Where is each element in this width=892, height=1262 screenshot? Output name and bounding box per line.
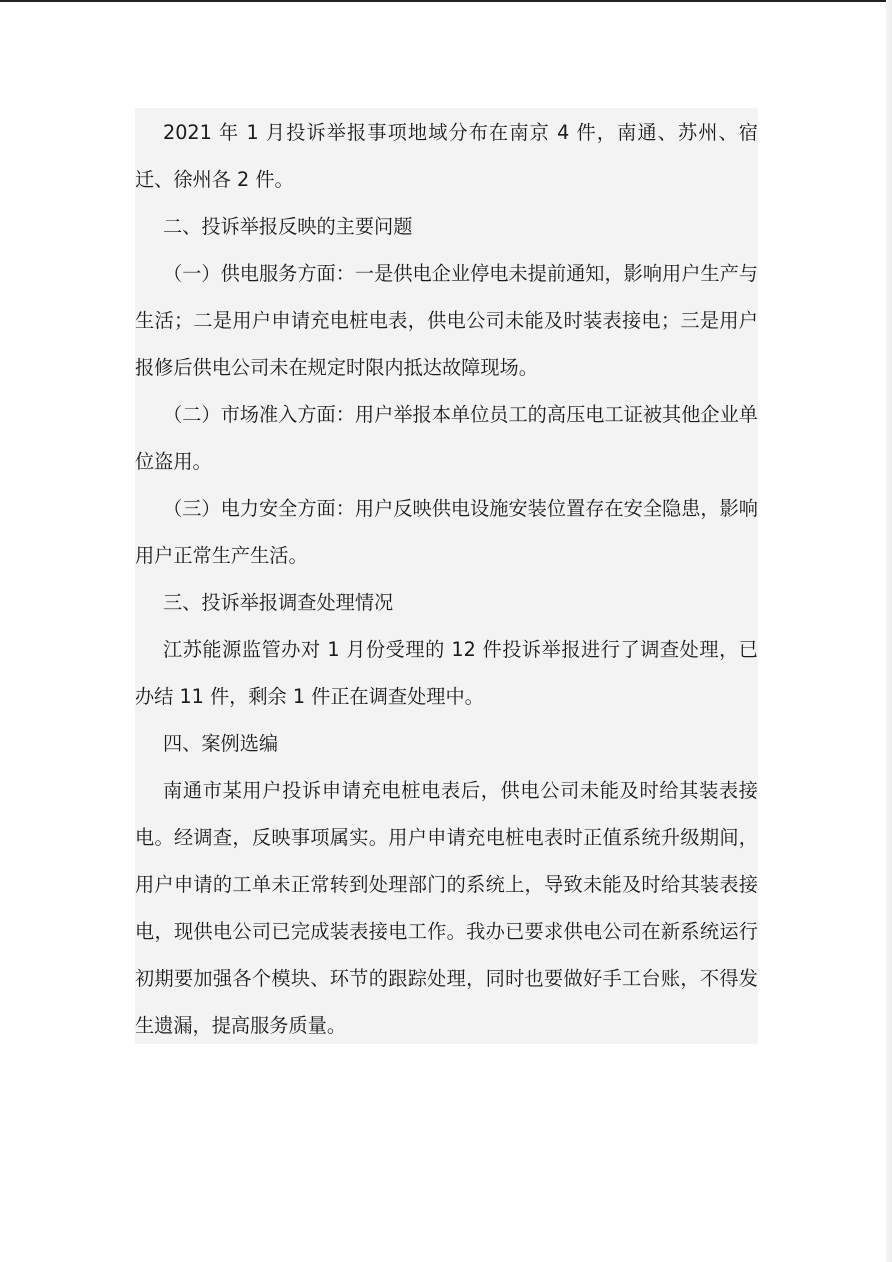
heading-main-issues: 二、投诉举报反映的主要问题 <box>163 215 413 238</box>
paragraph-power-safety: （三）电力安全方面：用户反映供电设施安装位置存在安全隐患，影响用户正常生产生活。 <box>135 497 758 567</box>
paragraph-market-access: （二）市场准入方面：用户举报本单位员工的高压电工证被其他企业单位盗用。 <box>135 403 758 473</box>
paragraph-investigation-result: 江苏能源监管办对 1 月份受理的 12 件投诉举报进行了调查处理，已办结 11 件，剩余 1 件正在调查处理中。 <box>135 638 758 708</box>
page-edge-shadow <box>886 0 892 1262</box>
document-body <box>135 108 758 1044</box>
paragraph-region-distribution: 2021 年 1 月投诉举报事项地域分布在南京 4 件，南通、苏州、宿迁、徐州各 2 件。 <box>135 121 758 191</box>
paragraph-power-supply-service: （一）供电服务方面：一是供电企业停电未提前通知，影响用户生产与生活；二是用户申请充电桩电表，供电公司未能及时装表接电；三是用户报修后供电公司未在规定时限内抵达故障现场。 <box>135 262 758 379</box>
top-border <box>0 0 892 2</box>
paragraph-case-study: 南通市某用户投诉申请充电桩电表后，供电公司未能及时给其装表接电。经调查，反映事项属实。用户申请充电桩电表时正值系统升级期间，用户申请的工单未正常转到处理部门的系统上，导致未能及时给其装表接电，现供电公司已完成装表接电工作。我办已要求供电公司在新系统运行初期要加强各个模块、环节的跟踪处理，同时也要做好手工台账，不得发生遗漏，提高服务质量。 <box>135 779 758 1037</box>
heading-case-selection: 四、案例选编 <box>163 732 279 755</box>
heading-investigation: 三、投诉举报调查处理情况 <box>163 591 394 614</box>
